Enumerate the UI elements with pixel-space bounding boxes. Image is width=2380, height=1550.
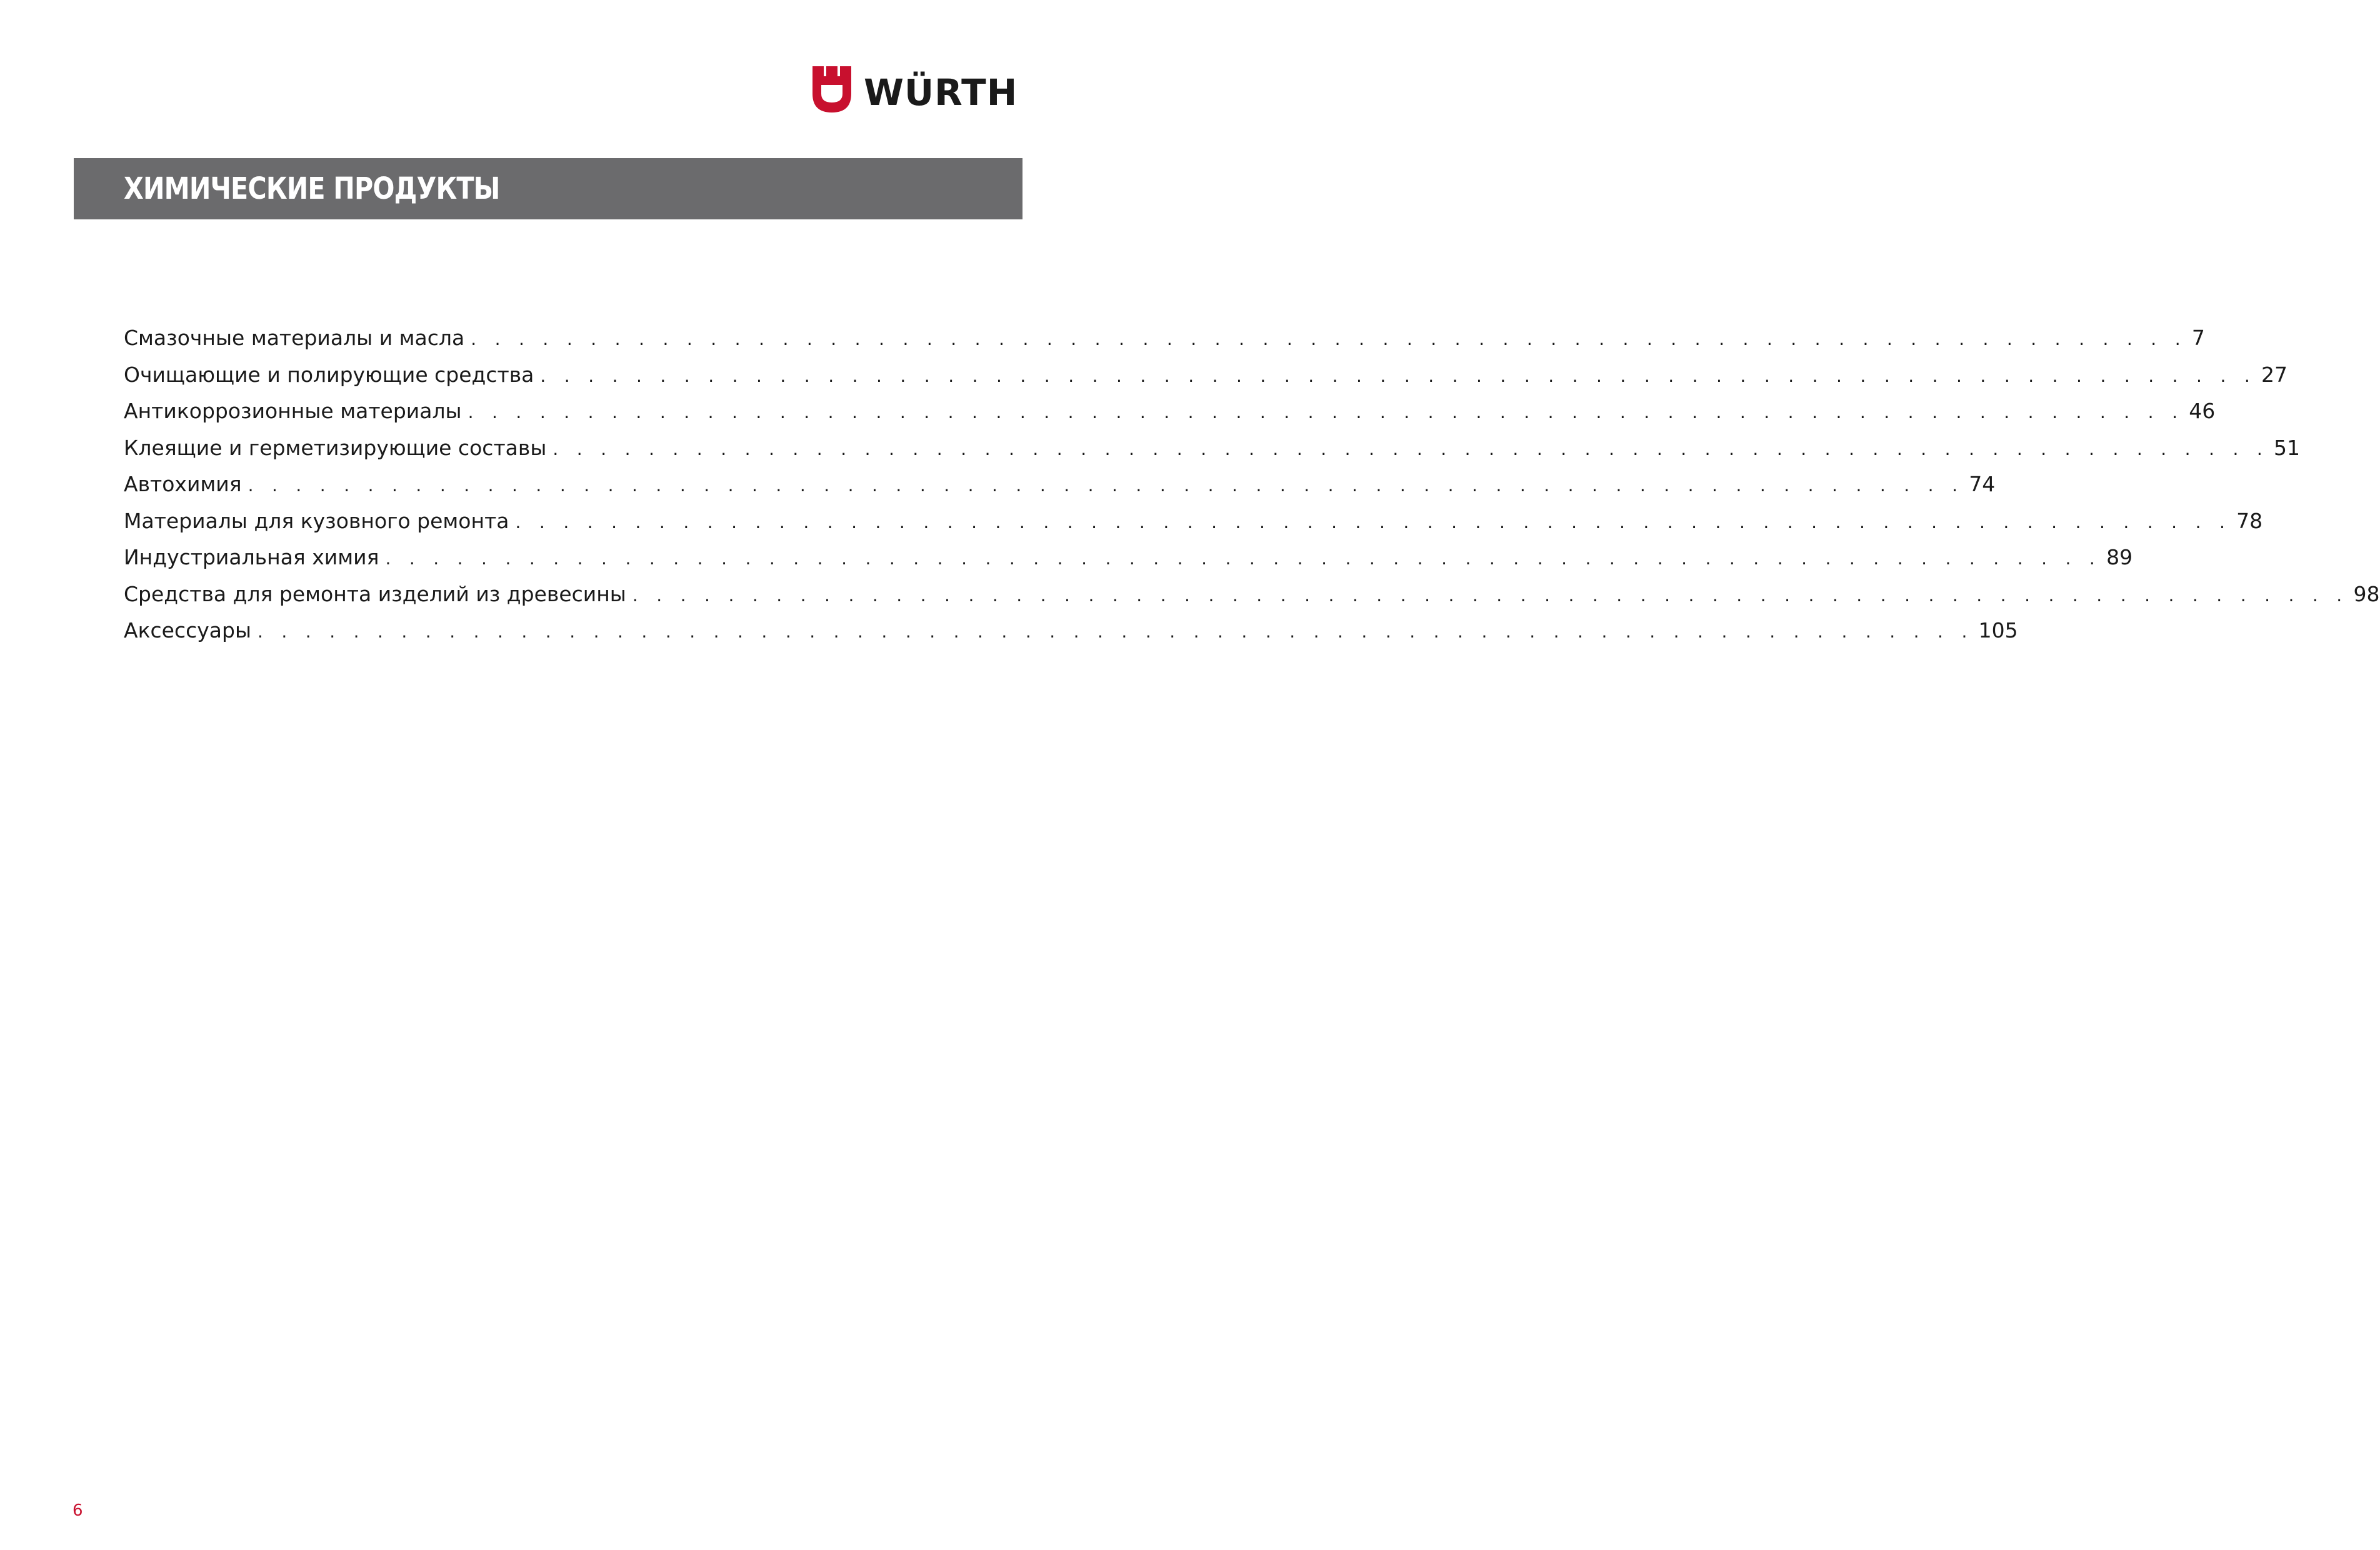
toc-entry[interactable]	[124, 320, 2205, 357]
toc-entry[interactable]	[124, 466, 1996, 503]
toc-entry-page: 51	[2274, 435, 2301, 460]
toc-leader-dots: . . . . . . . . . . . . . . . . . . . . . . . . . . . . . . . . . . . . . . . . . . . . . . . . . . . . . . . . . . . . . . . . . . . . . . . .	[540, 365, 2257, 386]
toc-leader-dots: . . . . . . . . . . . . . . . . . . . . . . . . . . . . . . . . . . . . . . . . . . . . . . . . . . . . . . . . . . . . . . . . . . . . . . . .	[385, 548, 2102, 569]
page-number: 6	[72, 1501, 83, 1520]
toc-entry-title: Клеящие и герметизирующие составы	[124, 435, 547, 460]
toc-entry[interactable]	[124, 357, 2288, 394]
toc-entry-page: 78	[2236, 508, 2263, 533]
toc-entry[interactable]	[124, 430, 2301, 467]
toc-leader-dots: . . . . . . . . . . . . . . . . . . . . . . . . . . . . . . . . . . . . . . . . . . . . . . . . . . . . . . . . . . . . . . . . . . . . . . . .	[552, 438, 2269, 459]
toc-entry-title: Индустриальная химия	[124, 545, 379, 569]
toc-leader-dots: . . . . . . . . . . . . . . . . . . . . . . . . . . . . . . . . . . . . . . . . . . . . . . . . . . . . . . . . . . . . . . . . . . . . . . . .	[248, 475, 1964, 496]
toc-entry-title: Автохимия	[124, 472, 242, 496]
toc-entry-title: Аксессуары	[124, 618, 251, 642]
toc-entry-title: Смазочные материалы и масла	[124, 326, 465, 350]
toc-entry-page: 89	[2106, 545, 2133, 569]
toc-entry-title: Средства для ремонта изделий из древесины	[124, 581, 626, 606]
toc-leader-dots: . . . . . . . . . . . . . . . . . . . . . . . . . . . . . . . . . . . . . . . . . . . . . . . . . . . . . . . . . . . . . . . . . . . . . . . .	[632, 584, 2349, 606]
toc-entry-page: 98	[2353, 581, 2380, 606]
toc-entry[interactable]	[124, 503, 2263, 540]
toc-entry-page: 46	[2189, 399, 2216, 423]
toc-entry[interactable]	[124, 539, 2133, 576]
toc-entry-page: 105	[1978, 618, 2018, 642]
toc-entry-page: 7	[2191, 326, 2205, 350]
section-title-bar	[74, 158, 1022, 219]
toc-leader-dots: . . . . . . . . . . . . . . . . . . . . . . . . . . . . . . . . . . . . . . . . . . . . . . . . . . . . . . . . . . . . . . . . . . . . . . . .	[258, 621, 1974, 642]
toc-entry[interactable]	[124, 393, 2216, 430]
toc-leader-dots: . . . . . . . . . . . . . . . . . . . . . . . . . . . . . . . . . . . . . . . . . . . . . . . . . . . . . . . . . . . . . . . . . . . . . . . .	[468, 402, 2184, 422]
page-title: ХИМИЧЕСКИЕ ПРОДУКТЫ	[124, 171, 500, 206]
toc-entry-title: Материалы для кузовного ремонта	[124, 508, 509, 533]
toc-entry[interactable]	[124, 612, 2018, 649]
toc-entry-page: 74	[1969, 472, 1996, 496]
svg-text:WÜRTH: WÜRTH	[864, 71, 1018, 114]
toc-entry-title: Очищающие и полирующие средства	[124, 362, 534, 387]
toc-entry-page: 27	[2261, 362, 2288, 387]
toc-entry[interactable]	[124, 576, 2380, 613]
toc-leader-dots: . . . . . . . . . . . . . . . . . . . . . . . . . . . . . . . . . . . . . . . . . . . . . . . . . . . . . . . . . . . . . . . . . . . . . . . .	[471, 329, 2187, 349]
toc-leader-dots: . . . . . . . . . . . . . . . . . . . . . . . . . . . . . . . . . . . . . . . . . . . . . . . . . . . . . . . . . . . . . . . . . . . . . . . .	[515, 511, 2232, 532]
toc-entry-title: Антикоррозионные материалы	[124, 399, 462, 423]
wurth-logo	[812, 66, 1025, 112]
wurth-emblem-icon	[812, 66, 851, 112]
table-of-contents	[124, 320, 2380, 649]
